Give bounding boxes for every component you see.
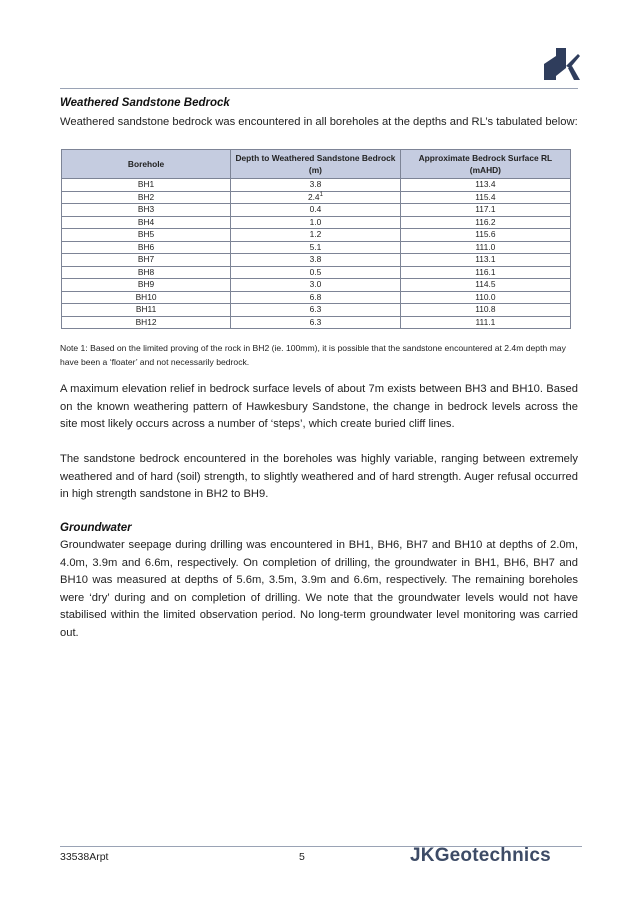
jk-logo (542, 46, 580, 82)
cell-depth (231, 279, 401, 292)
cell-depth (231, 241, 401, 254)
table-row (62, 229, 571, 242)
depth-value: 6.3 (309, 316, 322, 327)
header-rl: Approximate Bedrock Surface RL (mAHD) (400, 150, 570, 179)
cell-rl: 110.8 (400, 304, 570, 317)
cell-rl: 113.4 (400, 179, 570, 192)
depth-value: 0.5 (309, 266, 322, 277)
cell-rl: 117.1 (400, 204, 570, 217)
table-row (62, 241, 571, 254)
cell-borehole: BH1 (62, 179, 231, 192)
table-row (62, 204, 571, 217)
cell-depth (231, 291, 401, 304)
cell-borehole: BH8 (62, 266, 231, 279)
cell-depth (231, 316, 401, 329)
table-row (62, 191, 571, 204)
depth-value: 6.8 (309, 291, 322, 302)
cell-depth (231, 204, 401, 217)
paragraph-strength: The sandstone bedrock encountered in the boreholes was highly variable, ranging between extremely weathered and of hard (soil) strength, to slightly weathered and of hard strength. Auger refusal occurred in high strength sandstone in BH2 to BH9. (60, 453, 578, 501)
cell-rl: 111.1 (400, 316, 570, 329)
table-row (62, 279, 571, 292)
cell-depth (231, 191, 401, 204)
cell-borehole: BH4 (62, 216, 231, 229)
cell-borehole: BH5 (62, 229, 231, 242)
paragraph-relief: A maximum elevation relief in bedrock surface levels of about 7m exists between BH3 and BH10. Based on the known weathering pattern of Hawkesbury Sandstone, the change in bedrock levels across the site most likely occurs across a number of ‘steps’, which create buried cliff lines. (60, 383, 578, 431)
cell-borehole: BH12 (62, 316, 231, 329)
cell-rl: 116.2 (400, 216, 570, 229)
table-row (62, 291, 571, 304)
cell-borehole: BH2 (62, 191, 231, 204)
header-divider (60, 88, 578, 89)
cell-borehole: BH9 (62, 279, 231, 292)
cell-rl: 116.1 (400, 266, 570, 279)
cell-rl: 114.5 (400, 279, 570, 292)
header-borehole: Borehole (62, 150, 231, 179)
table-row (62, 179, 571, 192)
section-heading-groundwater: Groundwater (60, 522, 132, 534)
depth-value: 1.2 (309, 229, 322, 240)
cell-rl: 115.4 (400, 191, 570, 204)
cell-borehole: BH3 (62, 204, 231, 217)
bedrock-table (61, 149, 571, 329)
cell-rl: 110.0 (400, 291, 570, 304)
cell-depth (231, 229, 401, 242)
cell-rl: 111.0 (400, 241, 570, 254)
report-reference: 33538Arpt (60, 851, 109, 863)
table-row (62, 266, 571, 279)
table-note: Note 1: Based on the limited proving of the rock in BH2 (ie. 100mm), it is possible that the sandstone encountered at 2.4m depth may have been a ‘floater’ and not necessarily bedrock. (60, 343, 566, 367)
table-row (62, 216, 571, 229)
depth-value: 2.4 (307, 191, 320, 202)
cell-borehole: BH10 (62, 291, 231, 304)
depth-value: 3.0 (309, 279, 322, 290)
paragraph-groundwater: Groundwater seepage during drilling was encountered in BH1, BH6, BH7 and BH10 at depths of 2.0m, 4.0m, 3.9m and 6.6m, respectively. On completion of drilling, the groundwater in BH1, BH6, BH7 and BH10 was measured at depths of 5.6m, 3.5m, 3.9m and 6.6m, respectively. The remaining boreholes were ‘dry’ during and on completion of drilling. We note that the groundwater levels would not have stabilised within the limited observation period. No long-term groundwater level monitoring was carried out. (60, 539, 578, 639)
table-row (62, 304, 571, 317)
depth-value: 0.4 (309, 204, 322, 215)
cell-rl: 113.1 (400, 254, 570, 267)
table-header-row (62, 150, 571, 179)
depth-value: 3.8 (309, 179, 322, 190)
header-depth: Depth to Weathered Sandstone Bedrock (m) (231, 150, 401, 179)
page-number: 5 (299, 851, 305, 863)
section-heading-bedrock: Weathered Sandstone Bedrock (60, 97, 230, 109)
cell-borehole: BH7 (62, 254, 231, 267)
cell-borehole: BH11 (62, 304, 231, 317)
bedrock-intro-text: Weathered sandstone bedrock was encountered in all boreholes at the depths and RL’s tabulated below: (60, 116, 578, 128)
cell-borehole: BH6 (62, 241, 231, 254)
depth-value: 6.3 (309, 304, 322, 315)
cell-depth (231, 216, 401, 229)
cell-rl: 115.6 (400, 229, 570, 242)
depth-value: 5.1 (309, 241, 322, 252)
brand-logo-text: JKGeotechnics (410, 845, 551, 866)
table-row (62, 316, 571, 329)
cell-depth (231, 304, 401, 317)
table-row (62, 254, 571, 267)
depth-value: 3.8 (309, 254, 322, 265)
cell-depth (231, 179, 401, 192)
footnote-marker: 1 (319, 191, 323, 198)
cell-depth (231, 266, 401, 279)
cell-depth (231, 254, 401, 267)
depth-value: 1.0 (309, 216, 322, 227)
